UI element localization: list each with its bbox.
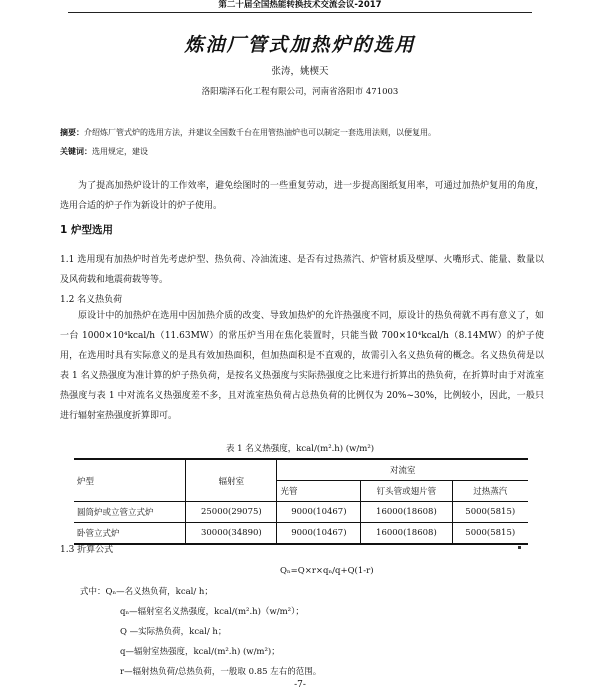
table-row (74, 502, 528, 523)
keywords-label: 关键词： (60, 146, 92, 156)
section-1-1-paragraph: 1.1 选用现有加热炉时首先考虑炉型、热负荷、冷油流速、是否有过热蒸汽、炉管材质及壁厚、火嘴形式、能量、数量以及风荷载和地震荷载等等。 (60, 255, 544, 285)
table-cell: 5000(5815) (452, 502, 528, 523)
header-radiant: 辐射室 (186, 459, 277, 502)
table-cell: 30000(34890) (186, 523, 277, 545)
definition-line: Q —实际热负荷，kcal/ h； (120, 627, 227, 637)
table-cell: 9000(10467) (277, 502, 361, 523)
authors: 张涛，姚楔天 (271, 66, 329, 77)
table-cell: 卧管立式炉 (74, 523, 186, 545)
paper-title: 炼油厂管式加热炉的选用 (184, 34, 416, 56)
section-1-3-heading: 1.3 折算公式 (60, 545, 114, 555)
table-cell: 5000(5815) (452, 523, 528, 545)
header-convection: 对流室 (277, 459, 528, 481)
definition-item: Qₙ—名义热负荷，kcal/ h； (105, 587, 213, 597)
header-superheated-steam: 过热蒸汽 (452, 481, 528, 502)
definition-line: q—辐射室热强度，kcal/(m².h) (w/m²)； (120, 647, 280, 657)
section-1-2-paragraph: 原设计中的加热炉在选用中因加热介质的改变、导致加热炉的允许热强度不同，原设计的热负荷就不再有意义了，如一台 1000×10⁴kcal/h（11.63MW）的常压炉当用在焦化装置时，只能当做 700×10⁴kcal/h（8.14MW）的炉子使用，在选用时具有实际意义的是具有效加热面积，但加热面积是不直观的，故需引入名义热负荷的概念。名义热负荷是以表 1 名义热强度为准计算的炉子热负荷，是按名义热强度与实际热强度之比来进行折算出的热负荷，在折算时由于对流室热强度与表 1 中对流名义热强度差不多，且对流室热负荷占总热负荷的比例仅为 20%~30%，比例较小，因此，一般只进行辐射室热强度折算即可。 (60, 311, 544, 421)
section-1-2-heading: 1.2 名义热负荷 (60, 295, 123, 305)
header-bare-tube: 光管 (277, 481, 361, 502)
table-header-row (74, 459, 528, 481)
header-finned-tube: 钉头管或翅片管 (361, 481, 452, 502)
running-header: 第二十届全国热能转换技术交流会议-2017 (68, 0, 532, 13)
definition-line: qₙ—辐射室名义热强度，kcal/(m².h)（w/m²）； (120, 607, 304, 617)
formula-definitions (60, 582, 321, 682)
abstract (60, 126, 560, 139)
table-heat-intensity (74, 458, 528, 545)
affiliation: 洛阳瑞泽石化工程有限公司，河南省洛阳市 471003 (201, 87, 399, 97)
intro-paragraph: 为了提高加热炉设计的工作效率，避免绘图时的一些重复劳动，进一步提高图纸复用率，可通过加热炉复用的角度，选用合适的炉子作为新设计的炉子使用。 (60, 181, 544, 211)
table-cell: 25000(29075) (186, 502, 277, 523)
definitions-intro: 式中： (80, 587, 106, 597)
keywords (60, 145, 560, 158)
table-caption: 表 1 名义热强度，kcal/(m².h) (w/m²) (225, 444, 375, 454)
page-number: -7- (294, 680, 306, 690)
abstract-label: 摘要： (60, 127, 84, 137)
keywords-text: 选用规定，建设 (92, 147, 148, 156)
conversion-formula: Qₙ=Q×r×qₙ/q+Q(1-r) (280, 566, 374, 576)
table-cell: 9000(10467) (277, 523, 361, 545)
abstract-text: 介绍炼厂管式炉的选用方法，并建议全国数千台在用管热油炉也可以制定一套选用法则，以便复用。 (84, 128, 436, 137)
table-cell: 16000(18608) (361, 502, 452, 523)
table-cell: 圆筒炉或立管立式炉 (74, 502, 186, 523)
table-row (74, 523, 528, 545)
stray-mark (518, 546, 521, 549)
section-heading-1: 1 炉型选用 (60, 224, 113, 236)
definition-line: r—辐射热负荷/总热负荷，一般取 0.85 左右的范围。 (120, 667, 322, 677)
definition-line (80, 582, 321, 602)
header-furnace-type: 炉型 (74, 459, 186, 502)
table-cell: 16000(18608) (361, 523, 452, 545)
